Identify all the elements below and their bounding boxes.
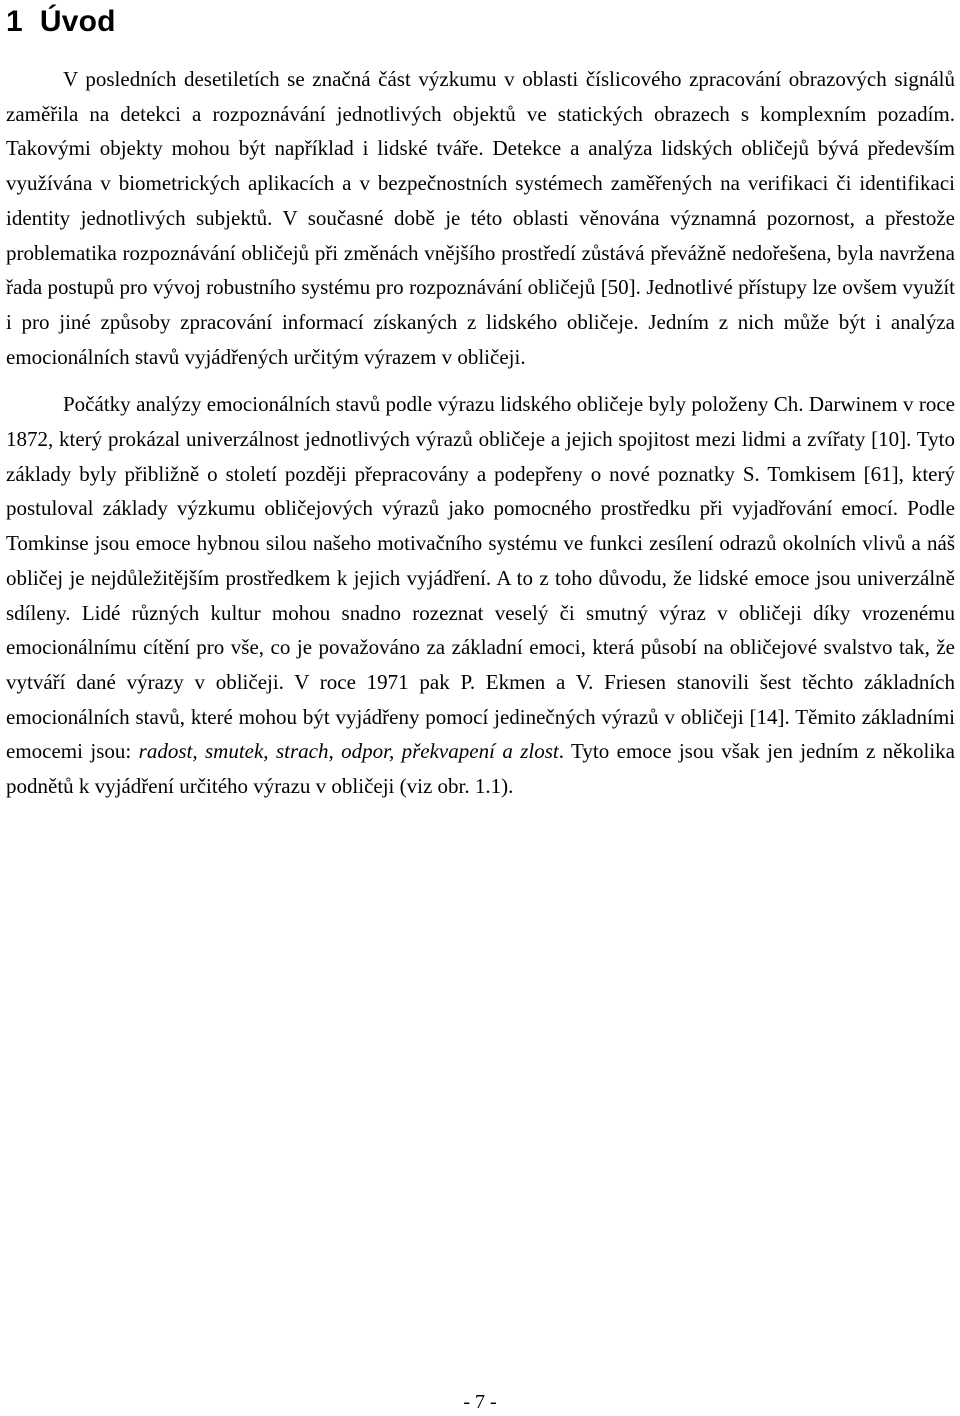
paragraph-2 — [6, 387, 955, 803]
page-number: - 7 - — [463, 1391, 497, 1413]
chapter-heading — [6, 2, 116, 42]
paragraph-2-text-part-1: Počátky analýzy emocionálních stavů podle výrazu lidského obličeje byly položeny Ch. Darwinem v roce 1872, který prokázal univerzálnost jednotlivých výrazů obličeje a jejich spojitost mezi lidmi a zvířaty [10]. Tyto základy byly přibližně o století později přepracovány a podepřeny o nové poznatky S. Tomkisem [61], který postuloval základy výzkumu obličejových výrazů jako pomocného prostředku při vyjadřování emocí. Podle Tomkinse jsou emoce hybnou silou našeho motivačního systému ve funkci zesílení odrazů okolních vlivů a náš obličej je nejdůležitějším prostředkem k jejich vyjádření. A to z toho důvodu, že lidské emoce jsou univerzálně sdíleny. Lidé různých kultur mohou snadno rozeznat veselý či smutný výraz v obličeji díky vrozenému emocionálnímu cítění pro vše, co je považováno za základní emoci, která působí na obličejové svalstvo tak, že vytváří dané výrazy v obličeji. V roce 1971 pak P. Ekmen a V. Friesen stanovili šest těchto základních emocionálních stavů, které mohou být vyjádřeny pomocí jedinečných výrazů v obličeji [14]. Těmito základními emocemi jsou: — [6, 392, 955, 764]
emotion-list: radost, smutek, strach, odpor, překvapení a zlost — [138, 739, 559, 764]
chapter-number: 1 — [6, 5, 23, 38]
paragraph-1 — [6, 62, 955, 374]
paragraph-2-text-part-2: . Tyto emoce jsou však jen jedním z několika podnětů k vyjádření určitého výrazu v obličeji (viz obr. 1.1). — [6, 739, 955, 799]
body-text — [6, 62, 955, 804]
paragraph-1-text: V posledních desetiletích se značná část výzkumu v oblasti číslicového zpracování obrazových signálů zaměřila na detekci a rozpoznávání jednotlivých objektů ve statických obrazech s komplexním pozadím. Takovými objekty mohou být například i lidské tváře. Detekce a analýza lidských obličejů bývá především využívána v biometrických aplikacích a v bezpečnostních systémech zaměřených na verifikaci či identifikaci identity jednotlivých subjektů. V současné době je této oblasti věnována významná pozornost, a přestože problematika rozpoznávání obličejů při změnách vnějšího prostředí zůstává převážně nedořešena, byla navržena řada postupů pro vývoj robustního systému pro rozpoznávání obličejů [50]. Jednotlivé přístupy lze ovšem využít i pro jiné způsoby zpracování informací získaných z lidského obličeje. Jedním z nich může být i analýza emocionálních stavů vyjádřených určitým výrazem v obličeji. — [6, 67, 955, 369]
chapter-title: Úvod — [39, 5, 116, 38]
